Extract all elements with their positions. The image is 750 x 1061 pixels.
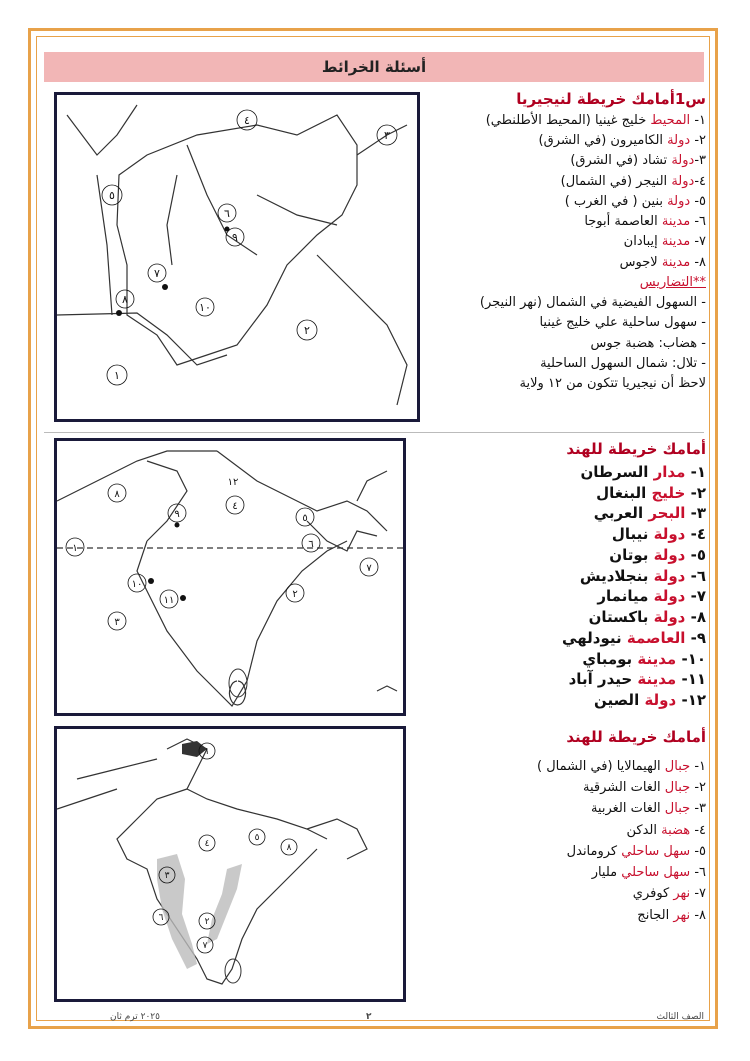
india-physical-label-7: ٧ <box>202 941 208 951</box>
footer-year: ٢٠٢٥ ترم ثان <box>110 1012 160 1022</box>
india-map-label-12: ١٢ <box>227 477 239 488</box>
india-map-label-9: ٩ <box>174 509 180 520</box>
nigeria-map <box>54 92 420 422</box>
india-political-questions <box>436 440 706 712</box>
india-physical-item: ٦- سهل ساحلي مليار <box>591 865 706 880</box>
india-physical-item: ٧- نهر كوفري <box>632 886 706 902</box>
india-political-item: ٣- البحر العربي <box>593 504 706 523</box>
nigeria-map-label-9: ٩ <box>232 231 238 244</box>
footer-grade: الصف الثالث <box>656 1012 704 1022</box>
india-map-label-11: ١١ <box>163 595 175 606</box>
india-political-item: ٧- دولة ميانمار <box>597 587 706 606</box>
india-physical-item: ٣- جبال الغات الغربية <box>590 801 706 817</box>
terrain-item: - تلال: شمال السهول الساحلية <box>540 355 706 371</box>
india-political-item: ٨- دولة باكستان <box>588 608 706 626</box>
india-physical-label-4: ٤ <box>204 839 210 849</box>
india-political-item: ٦- دولة بنجلاديش <box>579 566 706 585</box>
india-political-item: ١١- مدينة حيدر آباد <box>568 670 706 689</box>
terrain-item: - سهول ساحلية علي خليج غينيا <box>539 315 706 331</box>
nigeria-map-label-4: ٤ <box>244 114 250 127</box>
india-map-label-8: ٨ <box>114 489 120 500</box>
india-physical-label-5: ٥ <box>254 833 260 843</box>
nigeria-item: ٨- مدينة لاجوس <box>619 254 706 270</box>
nigeria-item: ٤-دولة النيجر (في الشمال) <box>560 173 706 189</box>
india-political-item: ١٢- دولة الصين <box>594 691 706 709</box>
footer-page-number: ٢ <box>366 1012 372 1022</box>
nigeria-questions <box>436 90 706 396</box>
india-political-item: ١- مدار السرطان <box>580 462 706 481</box>
india-physical-label-3: ٣ <box>164 871 170 881</box>
india-physical-item: ٤- هضبة الدكن <box>626 822 706 838</box>
india-physical-item: ٥- سهل ساحلي كروماندل <box>566 843 706 859</box>
nigeria-map-label-10: ١٠ <box>199 301 211 314</box>
india-political-item: ٥- دولة بوتان <box>609 545 706 564</box>
india-map-label-6: ٦ <box>308 539 314 550</box>
nigeria-item: ٢- دولة الكاميرون (في الشرق) <box>538 133 706 148</box>
nigeria-heading: س1أمامك خريطة لنيجيريا <box>516 90 706 108</box>
nigeria-map-label-7: ٧ <box>154 267 160 280</box>
india-map-label-7: ٧ <box>366 563 372 574</box>
terrain-item: - هضاب: هضبة جوس <box>590 335 706 351</box>
india-political-item: ٩- العاصمة نيودلهي <box>562 628 706 647</box>
section-divider <box>44 432 704 433</box>
india-map-label-3: ٣ <box>114 617 120 628</box>
india-map-label-4: ٤ <box>232 501 238 512</box>
nigeria-item: ٧- مدينة إيبادان <box>623 234 706 250</box>
india-physical-label-1: ١ <box>204 747 210 757</box>
india-physical-map <box>54 726 406 1002</box>
india-map-label-1: ١ <box>72 543 78 554</box>
india-political-heading: أمامك خريطة للهند <box>566 440 706 458</box>
nigeria-item: ٣-دولة تشاد (في الشرق) <box>570 153 706 169</box>
page-title: أسئلة الخرائط <box>44 52 704 82</box>
india-map-label-5: ٥ <box>302 513 308 524</box>
nigeria-map-label-2: ٢ <box>304 324 310 337</box>
nigeria-item: ٦- مدينة العاصمة أبوجا <box>584 214 706 229</box>
nigeria-map-label-1: ١ <box>114 369 120 382</box>
terrain-heading: **التضاريس <box>639 274 706 290</box>
terrain-item: - السهول الفيضية في الشمال (نهر النيجر) <box>479 295 706 310</box>
india-physical-label-6: ٦ <box>158 913 164 923</box>
india-map-label-10: ١٠ <box>131 579 143 590</box>
nigeria-map-label-3: ٣ <box>384 129 390 142</box>
nigeria-map-label-5: ٥ <box>109 189 115 202</box>
india-physical-item: ١- جبال الهيمالايا (في الشمال ) <box>537 758 706 774</box>
india-physical-label-8: ٨ <box>286 843 292 853</box>
nigeria-note: لاحظ أن نيجيريا تتكون من ١٢ ولاية <box>519 376 706 391</box>
india-political-map <box>54 438 406 716</box>
india-political-item: ٢- خليج البنغال <box>596 483 706 502</box>
india-political-item: ١٠- مدينة بومباي <box>582 649 706 668</box>
nigeria-map-label-6: ٦ <box>224 207 230 220</box>
nigeria-item: ٥- دولة بنين ( في الغرب ) <box>564 193 706 209</box>
india-physical-label-2: ٢ <box>204 917 210 927</box>
india-physical-questions <box>436 728 706 929</box>
nigeria-item: ١- المحيط خليج غينيا (المحيط الأطلنطي) <box>485 112 706 128</box>
india-political-item: ٤- دولة نيبال <box>611 525 706 543</box>
nigeria-map-label-8: ٨ <box>122 293 128 306</box>
india-physical-item: ٢- جبال الغات الشرقية <box>583 780 706 795</box>
india-physical-item: ٨- نهر الجانج <box>637 907 706 923</box>
india-physical-heading: أمامك خريطة للهند <box>566 728 706 746</box>
india-map-label-2: ٢ <box>292 589 298 600</box>
